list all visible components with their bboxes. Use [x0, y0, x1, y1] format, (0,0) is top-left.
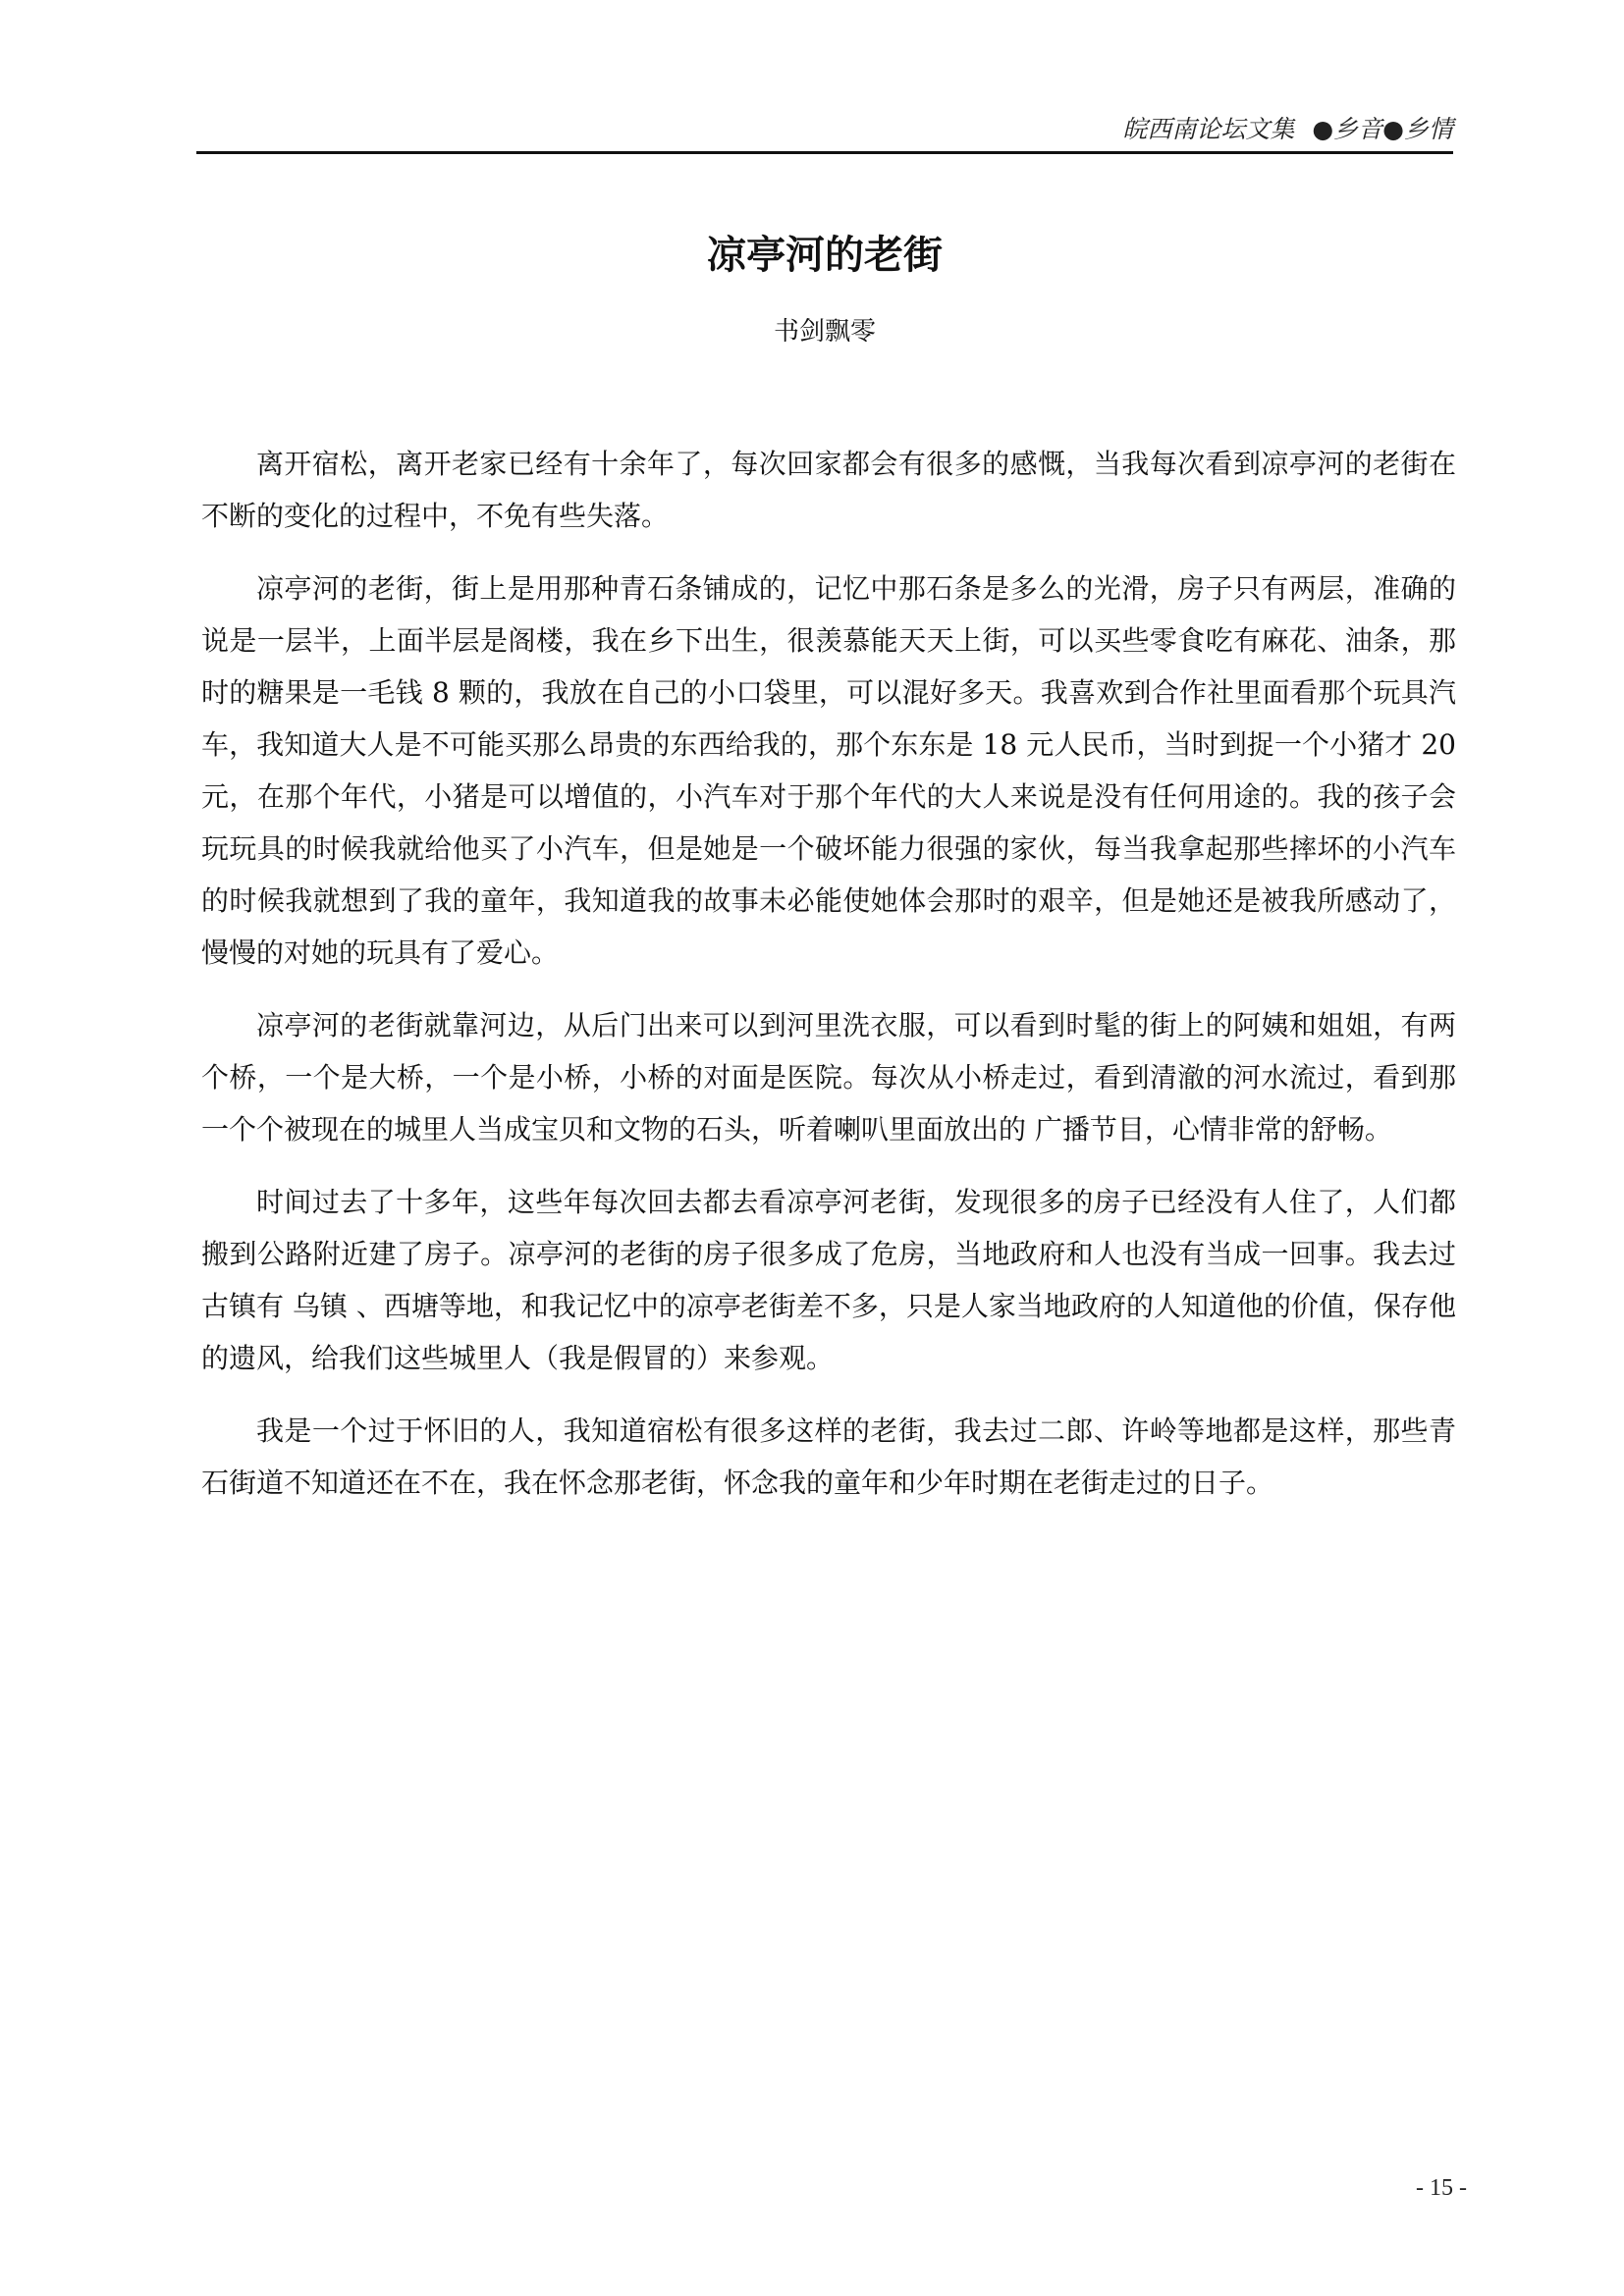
page-number: - 15 - — [1416, 2175, 1467, 2201]
article-author: 书剑飘零 — [773, 317, 876, 347]
paragraph: 离开宿松，离开老家已经有十余年了，每次回家都会有很多的感慨，当我每次看到凉亭河的老街在不断的变化的过程中，不免有些失落。 — [201, 448, 1456, 532]
section-name: ●乡音●乡情 — [1312, 115, 1453, 143]
running-header — [196, 110, 1453, 149]
paragraph: 我是一个过于怀旧的人，我知道宿松有很多这样的老街，我去过二郎、许岭等地都是这样，那些青石街道不知道还在不在，我在怀念那老街，怀念我的童年和少年时期在老街走过的日子。 — [201, 1415, 1456, 1499]
paragraph: 凉亭河的老街，街上是用那种青石条铺成的，记忆中那石条是多么的光滑，房子只有两层，准确的说是一层半，上面半层是阁楼，我在乡下出生，很羡慕能天天上街，可以买些零食吃有麻花、油条，那时的糖果是一毛钱 8 颗的，我放在自己的小口袋里，可以混好多天。我喜欢到合作社里面看那个玩具汽车，我知道大人是不可能买那么昂贵的东西给我的，那个东东是 18 元人民币，当时到捉一个小猪才 20 元，在那个年代，小猪是可以增值的，小汽车对于那个年代的大人来说是没有任何用途的。我的孩子会玩玩具的时候我就给他买了小汽车，但是她是一个破坏能力很强的家伙，每当我拿起那些摔坏的小汽车的时候我就想到了我的童年，我知道我的故事未必能使她体会那时的艰辛，但是她还是被我所感动了，慢慢的对她的玩具有了爱心。 — [201, 572, 1456, 969]
article-title: 凉亭河的老街 — [707, 233, 943, 278]
header-divider — [196, 151, 1453, 154]
paragraph: 时间过去了十多年，这些年每次回去都去看凉亭河老街，发现很多的房子已经没有人住了，人们都搬到公路附近建了房子。凉亭河的老街的房子很多成了危房，当地政府和人也没有当成一回事。我去过古镇有 乌镇 、西塘等地，和我记忆中的凉亭老街差不多，只是人家当地政府的人知道他的价值，保存他的遗风，给我们这些城里人（我是假冒的）来参观。 — [201, 1186, 1456, 1374]
paragraph: 凉亭河的老街就靠河边，从后门出来可以到河里洗衣服，可以看到时髦的街上的阿姨和姐姐，有两个桥，一个是大桥，一个是小桥，小桥的对面是医院。每次从小桥走过，看到清澈的河水流过，看到那一个个被现在的城里人当成宝贝和文物的石头，听着喇叭里面放出的 广播节目，心情非常的舒畅。 — [201, 1009, 1456, 1146]
collection-name: 皖西南论坛文集 — [1122, 115, 1295, 143]
article-body — [201, 438, 1456, 1529]
